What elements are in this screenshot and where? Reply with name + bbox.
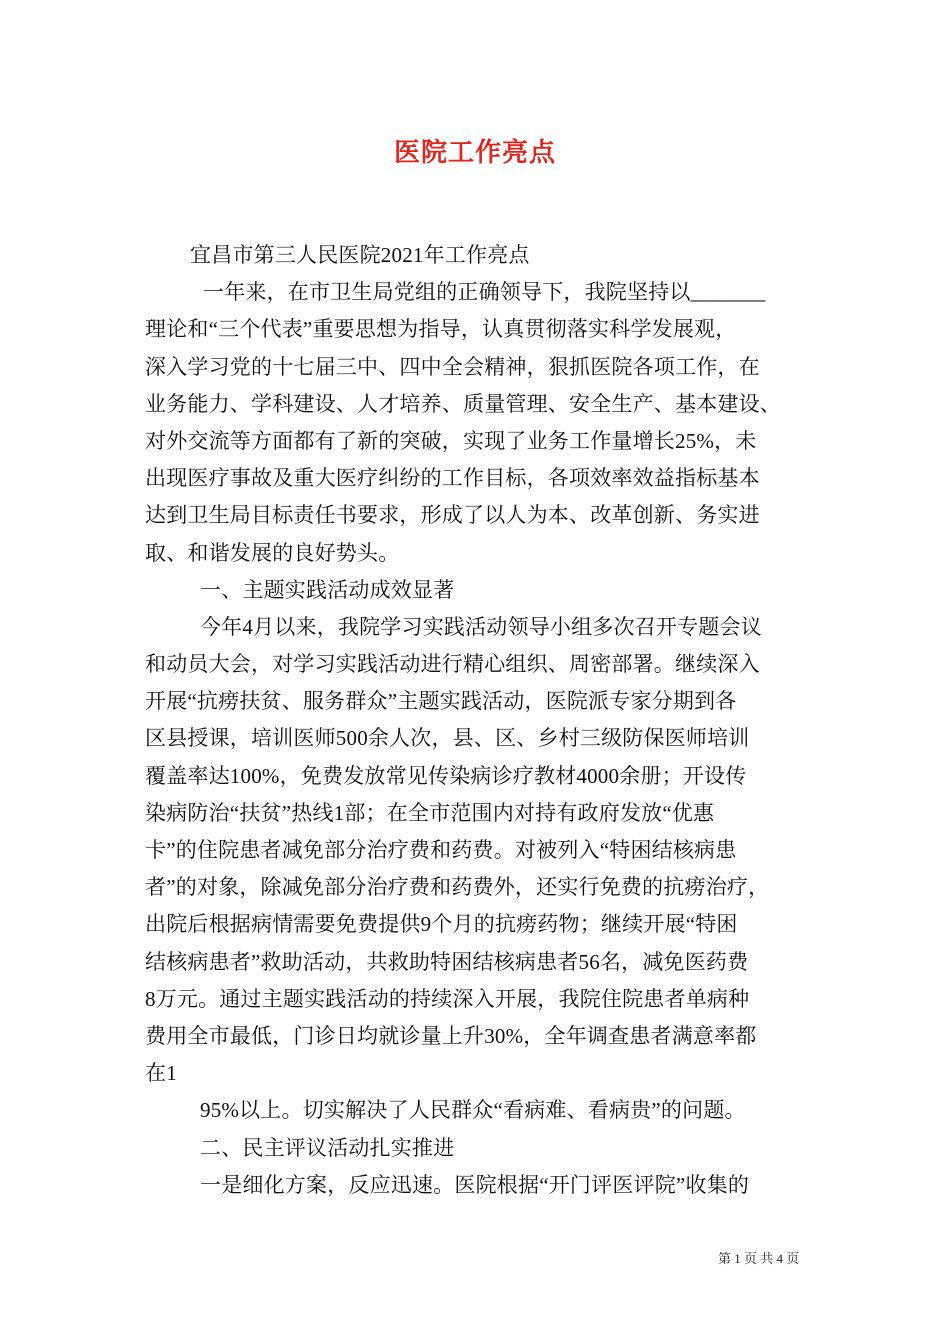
paragraph-line: 者”的对象，除减免部分治疗费和药费外，还实行免费的抗痨治疗，: [145, 875, 770, 900]
section-heading: 一、主题实践活动成效显著: [200, 577, 455, 602]
paragraph-line: 理论和“三个代表”重要思想为指导，认真贯彻落实科学发展观，: [145, 317, 737, 342]
paragraph-line: 8万元。通过主题实践活动的持续深入开展，我院住院患者单病种: [145, 986, 750, 1011]
paragraph-line: 取、和谐发展的良好势头。: [145, 540, 400, 565]
paragraph-line: 结核病患者”救助活动，共救助特困结核病患者56名，减免医药费: [145, 949, 749, 974]
paragraph-line: 一是细化方案，反应迅速。医院根据“开门评医评院”收集的: [200, 1172, 750, 1197]
paragraph-line: 区县授课，培训医师500余人次，县、区、乡村三级防保医师培训: [145, 726, 750, 751]
paragraph-line: 业务能力、学科建设、人才培养、质量管理、安全生产、基本建设、: [145, 391, 781, 416]
paragraph-line: 染病防治“扶贫”热线1部；在全市范围内对持有政府发放“优惠: [145, 800, 715, 825]
paragraph-line: 今年4月以来，我院学习实践活动领导小组多次召开专题会议: [200, 614, 762, 639]
page-number: 第 1 页 共 4 页: [718, 1251, 800, 1266]
paragraph-line: 深入学习党的十七届三中、四中全会精神，狠抓医院各项工作，在: [145, 354, 760, 379]
paragraph-line: 出院后根据病情需要免费提供9个月的抗痨药物；继续开展“特困: [145, 912, 738, 937]
paragraph-line: 在1: [145, 1061, 177, 1086]
paragraph-line: 出现医疗事故及重大医疗纠纷的工作目标，各项效率效益指标基本: [145, 466, 760, 491]
paragraph-line: 达到卫生局目标责任书要求，形成了以人为本、改革创新、务实进: [145, 503, 760, 528]
paragraph-line: 开展“抗痨扶贫、服务群众”主题实践活动，医院派专家分期到各: [145, 689, 737, 714]
paragraph-line: 和动员大会，对学习实践活动进行精心组织、周密部署。继续深入: [145, 652, 760, 677]
document-title: 医院工作亮点: [393, 138, 556, 167]
document-body: [145, 237, 825, 1204]
subtitle: 宜昌市第三人民医院2021年工作亮点: [190, 243, 530, 267]
paragraph-line: 对外交流等方面都有了新的突破，实现了业务工作量增长25%，未: [145, 428, 757, 453]
paragraph-line: 覆盖率达100%，免费发放常见传染病诊疗教材4000余册；开设传: [145, 763, 747, 788]
paragraph-line: 卡”的住院患者减免部分治疗费和药费。对被列入“特困结核病患: [145, 838, 737, 862]
paragraph-line: 95%以上。切实解决了人民群众“看病难、看病贵”的问题。: [200, 1098, 746, 1123]
paragraph-line: 一年来，在市卫生局党组的正确领导下，我院坚持以_______: [203, 280, 766, 305]
paragraph-line: 费用全市最低，门诊日均就诊量上升30%，全年调查患者满意率都: [145, 1023, 757, 1048]
section-heading: 二、民主评议活动扎实推进: [200, 1135, 455, 1160]
